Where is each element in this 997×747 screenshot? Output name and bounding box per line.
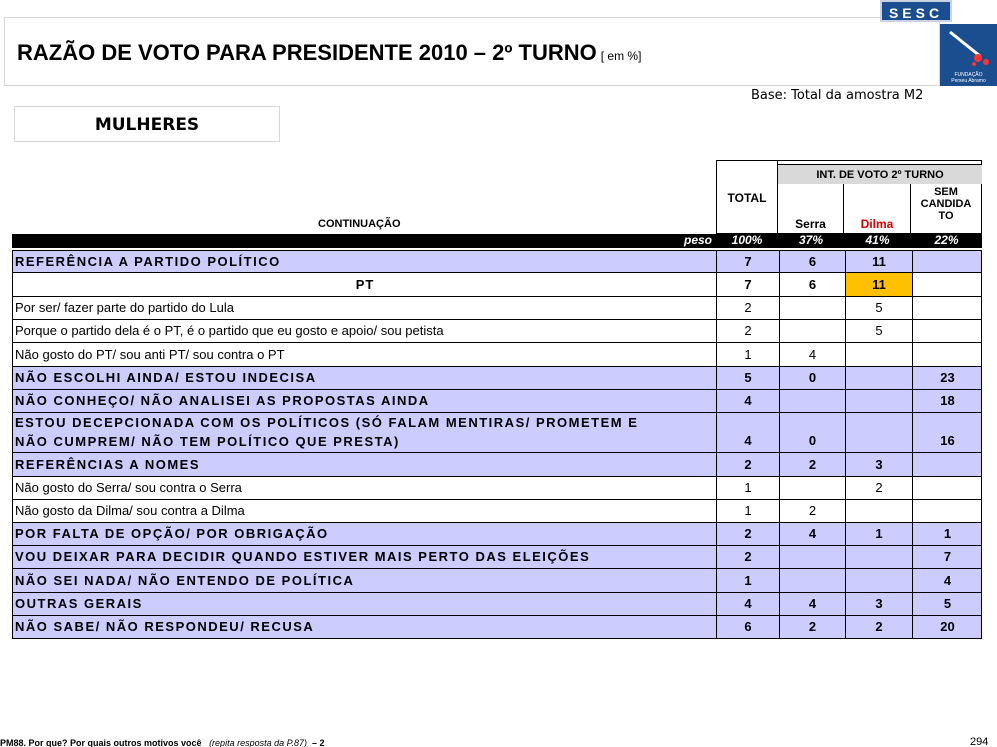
cell-serra: 6 — [779, 251, 845, 272]
cell-dilma: 3 — [845, 593, 912, 615]
footer-note: (repita resposta da P.87) — [209, 738, 307, 747]
row-label: NÃO SEI NADA/ NÃO ENTENDO DE POLÍTICA — [15, 573, 355, 588]
cell-dilma — [845, 500, 912, 522]
header-dilma — [844, 184, 911, 234]
cell-sem — [912, 453, 982, 476]
row-label: Não gosto do Serra/ sou contra o Serra — [15, 480, 242, 495]
peso-dilma: 41% — [865, 233, 890, 247]
cell-serra: 2 — [779, 453, 845, 476]
table-row — [12, 390, 982, 413]
page-title-text: RAZÃO DE VOTO PARA PRESIDENTE 2010 – 2º TURNO — [17, 40, 597, 65]
cell-total: 2 — [716, 320, 779, 342]
table-row — [12, 593, 982, 616]
page-number: 294 — [970, 736, 989, 747]
segment-label: MULHERES — [14, 106, 280, 142]
row-label: Por ser/ fazer parte do partido do Lula — [15, 300, 234, 315]
cell-serra: 2 — [779, 616, 845, 638]
sesc-logo: SESC — [880, 0, 952, 22]
cell-sem — [912, 477, 982, 499]
cell-sem — [912, 297, 982, 319]
cell-total: 5 — [716, 367, 779, 389]
cell-serra: 4 — [779, 593, 845, 615]
cell-dilma: 1 — [845, 523, 912, 545]
cell-sem — [912, 500, 982, 522]
peso-total: 100% — [731, 233, 763, 247]
cell-total: 7 — [716, 251, 779, 272]
cell-total: 1 — [716, 569, 779, 592]
cell-dilma — [845, 367, 912, 389]
cell-sem: 4 — [912, 569, 982, 592]
cell-serra: 4 — [779, 343, 845, 366]
continuation-label: CONTINUAÇÃO — [318, 218, 401, 230]
header-sem-line3: TO — [938, 210, 954, 222]
header-int-voto: INT. DE VOTO 2º TURNO — [778, 164, 982, 184]
cell-dilma: 2 — [845, 616, 912, 638]
table-row — [12, 546, 982, 569]
cell-dilma: 5 — [845, 297, 912, 319]
cell-total: 6 — [716, 616, 779, 638]
cell-dilma — [845, 343, 912, 366]
peso-serra: 37% — [798, 233, 824, 247]
cell-sem — [912, 251, 982, 272]
row-label: NÃO CONHEÇO/ NÃO ANALISEI AS PROPOSTAS AINDA — [15, 393, 430, 408]
row-label-line1: ESTOU DECEPCIONADA COM OS POLÍTICOS (SÓ FALAM MENTIRAS/ PROMETEM E — [15, 415, 639, 430]
table-row — [12, 320, 982, 343]
footer-suffix: 2 — [319, 738, 325, 747]
cell-total: 1 — [716, 477, 779, 499]
header-total: TOTAL — [716, 160, 778, 234]
row-label: NÃO ESCOLHI AINDA/ ESTOU INDECISA — [15, 370, 317, 385]
row-label-line2: NÃO CUMPREM/ NÃO TEM POLÍTICO QUE PRESTA) — [15, 434, 400, 449]
cell-serra: 2 — [779, 500, 845, 522]
header-sem-line2: CANDIDA — [920, 198, 972, 210]
header-serra — [778, 184, 844, 234]
cell-dilma — [845, 546, 912, 568]
cell-serra — [779, 569, 845, 592]
table-row — [12, 569, 982, 593]
row-label: VOU DEIXAR PARA DECIDIR QUANDO ESTIVER MAIS PERTO DAS ELEIÇÕES — [15, 549, 591, 564]
cell-total: 2 — [716, 297, 779, 319]
peso-label: peso — [683, 233, 712, 247]
cell-serra — [779, 320, 845, 342]
cell-dilma: 5 — [845, 320, 912, 342]
fundacao-line1: FUNDAÇÃO — [954, 72, 983, 78]
page-title — [17, 40, 641, 66]
cell-total: 1 — [716, 500, 779, 522]
cell-sem: 16 — [912, 413, 982, 452]
cell-serra — [779, 297, 845, 319]
header-sem-line1: SEM — [934, 186, 958, 198]
cell-sem: 7 — [912, 546, 982, 568]
table-row — [12, 523, 982, 546]
header-sem-candidato — [911, 184, 982, 234]
row-label: REFERÊNCIA A PARTIDO POLÍTICO — [15, 254, 281, 269]
row-label: OUTRAS GERAIS — [15, 596, 143, 611]
cell-total: 7 — [716, 273, 779, 296]
fundacao-logo — [940, 24, 997, 86]
peso-sem: 22% — [934, 233, 959, 247]
footer-question: PM88. Por que? Por quais outros motivos você (repita resposta da P.87) – 2 — [0, 738, 325, 747]
cell-dilma — [845, 390, 912, 412]
row-label — [15, 413, 715, 451]
fundacao-logo-text — [942, 72, 995, 84]
cell-total: 2 — [716, 546, 779, 568]
row-label: PT — [355, 277, 375, 292]
table-row — [12, 413, 982, 453]
table-row — [12, 273, 982, 297]
cell-serra: 0 — [779, 367, 845, 389]
cell-dilma: 3 — [845, 453, 912, 476]
cell-serra: 4 — [779, 523, 845, 545]
cell-sem — [912, 320, 982, 342]
row-label: Não gosto do PT/ sou anti PT/ sou contra o PT — [15, 347, 285, 362]
fundacao-line2: Perseu Abramo — [951, 78, 986, 84]
cell-total: 1 — [716, 343, 779, 366]
cell-sem — [912, 343, 982, 366]
table-row — [12, 297, 982, 320]
cell-sem: 18 — [912, 390, 982, 412]
cell-sem: 5 — [912, 593, 982, 615]
title-box — [4, 17, 940, 86]
cell-sem: 20 — [912, 616, 982, 638]
cell-total: 4 — [716, 593, 779, 615]
rocket-icon — [940, 26, 997, 70]
cell-dilma: 11 — [845, 251, 912, 272]
cell-serra — [779, 546, 845, 568]
cell-dilma: 2 — [845, 477, 912, 499]
cell-dilma — [845, 413, 912, 452]
cell-sem — [912, 273, 982, 296]
table-row — [12, 616, 982, 639]
cell-total: 2 — [716, 523, 779, 545]
cell-serra — [779, 477, 845, 499]
cell-total: 4 — [716, 390, 779, 412]
base-label: Base: Total da amostra M2 — [751, 88, 924, 103]
cell-serra: 0 — [779, 413, 845, 452]
table-row — [12, 500, 982, 523]
cell-dilma-highlight: 11 — [845, 273, 912, 296]
cell-sem: 1 — [912, 523, 982, 545]
table-row — [12, 453, 982, 477]
footer-question-text: PM88. Por que? Por quais outros motivos você — [0, 738, 202, 747]
header-serra-label: Serra — [795, 217, 826, 231]
table-row — [12, 250, 982, 273]
row-label: Não gosto da Dilma/ sou contra a Dilma — [15, 503, 245, 518]
row-label: Porque o partido dela é o PT, é o partido que eu gosto e apoio/ sou petista — [15, 323, 444, 338]
cell-total: 2 — [716, 453, 779, 476]
cell-serra — [779, 390, 845, 412]
cell-serra: 6 — [779, 273, 845, 296]
cell-dilma — [845, 569, 912, 592]
header-dilma-label: Dilma — [860, 217, 894, 231]
table-row — [12, 343, 982, 367]
cell-total: 4 — [716, 413, 779, 452]
row-label: POR FALTA DE OPÇÃO/ POR OBRIGAÇÃO — [15, 526, 329, 541]
cell-sem: 23 — [912, 367, 982, 389]
row-label: REFERÊNCIAS A NOMES — [15, 457, 200, 472]
peso-row — [12, 234, 982, 248]
table-row — [12, 367, 982, 390]
table-row — [12, 477, 982, 500]
row-label: NÃO SABE/ NÃO RESPONDEU/ RECUSA — [15, 619, 315, 634]
title-unit: [ em %] — [600, 49, 642, 63]
